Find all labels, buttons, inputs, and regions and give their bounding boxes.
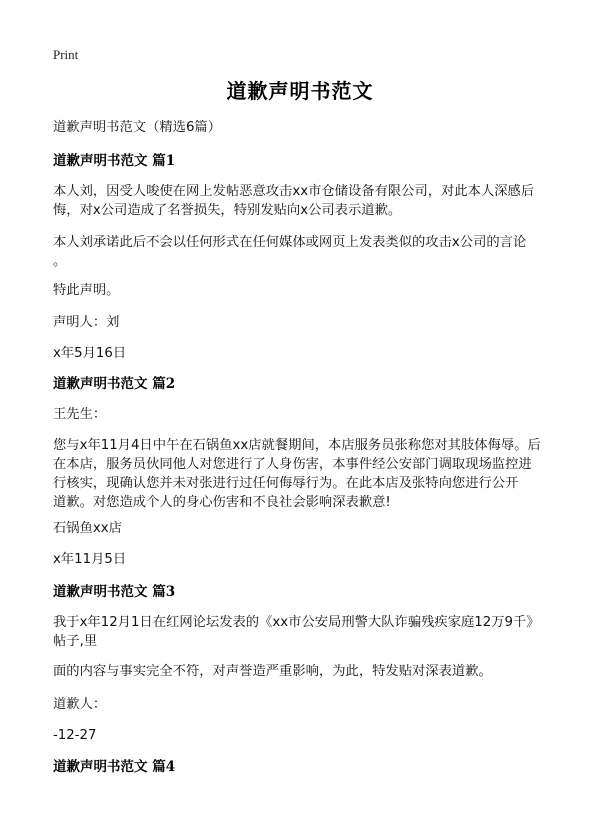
section-heading: 道歉声明书范文 篇1 xyxy=(53,153,176,169)
paragraph-line: -12-27 xyxy=(53,728,97,743)
section-heading: 道歉声明书范文 篇4 xyxy=(53,759,176,775)
paragraph-line: 帖子,里 xyxy=(53,634,98,649)
paragraph-line: 石锅鱼xx店 xyxy=(53,521,122,536)
paragraph-line: 本人刘，因受人唆使在网上发帖恶意攻击xx市仓储设备有限公司，对此本人深感后 xyxy=(53,184,535,199)
paragraph-line: 道歉人： xyxy=(53,697,107,712)
document-subtitle: 道歉声明书范文（精选6篇） xyxy=(53,120,222,135)
paragraph-line: 。 xyxy=(53,254,67,269)
paragraph-line: 您与x年11月4日中午在石锅鱼xx店就餐期间，本店服务员张称您对其肢体侮辱。后 xyxy=(53,438,541,453)
paragraph-line: 在本店，服务员伙同他人对您进行了人身伤害，本事件经公安部门调取现场监控进 xyxy=(53,457,532,472)
paragraph-line: 王先生： xyxy=(53,407,107,422)
paragraph-line: 我于x年12月1日在红网论坛发表的《xx市公安局刑警大队诈骗残疾家庭12万9千》 xyxy=(53,615,540,630)
paragraph-line: 行核实，现确认您并未对张进行过任何侮辱行为。在此本店及张特向您进行公开 xyxy=(53,476,519,491)
paragraph-line: 声明人：刘 xyxy=(53,315,120,330)
paragraph-line: x年11月5日 xyxy=(53,552,127,567)
section-heading: 道歉声明书范文 篇3 xyxy=(53,584,176,600)
paragraph-line: 本人刘承诺此后不会以任何形式在任何媒体或网页上发表类似的攻击x公司的言论 xyxy=(53,235,527,250)
paragraph-line: 面的内容与事实完全不符，对声誉造严重影响，为此，特发贴对深表道歉。 xyxy=(53,664,492,679)
section-heading: 道歉声明书范文 篇2 xyxy=(53,376,176,392)
paragraph-line: 道歉。对您造成个人的身心伤害和不良社会影响深表歉意! xyxy=(53,495,391,510)
paragraph-line: x年5月16日 xyxy=(53,346,127,361)
document-title: 道歉声明书范文 xyxy=(226,79,374,103)
print-label[interactable]: Print xyxy=(53,47,79,62)
paragraph-line: 特此声明。 xyxy=(53,283,120,298)
paragraph-line: 悔，对x公司造成了名誉损失，特别发贴向x公司表示道歉。 xyxy=(53,203,402,218)
